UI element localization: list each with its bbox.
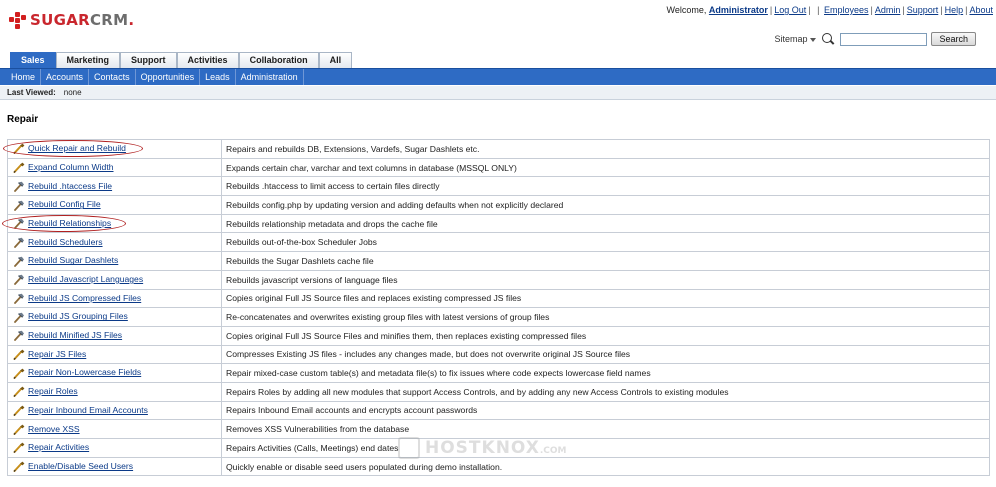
repair-option-cell — [8, 196, 222, 215]
sugarcrm-cube-icon — [9, 10, 29, 30]
table-row — [8, 270, 990, 289]
current-user-link[interactable]: Administrator — [708, 5, 768, 15]
search-icon — [822, 33, 832, 43]
table-row — [8, 345, 990, 364]
repair-option-link[interactable]: Rebuild Javascript Languages — [28, 274, 144, 285]
repair-option-link[interactable]: Rebuild .htaccess File — [28, 180, 113, 191]
repair-option-link[interactable]: Rebuild JS Grouping Files — [28, 311, 128, 322]
about-link[interactable]: About — [969, 5, 993, 15]
repair-option-description: Rebuilds javascript versions of language files — [222, 270, 990, 289]
logout-link[interactable]: Log Out — [774, 5, 807, 15]
subnav-leads[interactable]: Leads — [200, 69, 236, 85]
table-row — [8, 289, 990, 308]
wrench-icon — [13, 405, 25, 416]
table-row — [8, 401, 990, 420]
tab-support[interactable]: Support — [120, 52, 177, 68]
wrench-icon — [13, 143, 25, 154]
hammer-icon — [13, 274, 25, 285]
repair-option-link[interactable]: Rebuild Schedulers — [28, 236, 103, 247]
table-row — [8, 233, 990, 252]
wrench-icon — [13, 349, 25, 360]
repair-option-cell — [8, 439, 222, 458]
wrench-icon — [13, 386, 25, 397]
repair-option-description: Rebuilds config.php by updating version and adding defaults when not explicitly declared — [222, 196, 990, 215]
repair-option-cell — [8, 420, 222, 439]
repair-option-description: Repairs Roles by adding all new modules that support Access Controls, and by adding any new Access Controls to existing modules — [222, 382, 990, 401]
repair-option-cell — [8, 177, 222, 196]
help-link[interactable]: Help — [944, 5, 964, 15]
repair-option-cell — [8, 364, 222, 383]
table-row — [8, 457, 990, 476]
repair-option-cell — [8, 270, 222, 289]
repair-option-link[interactable]: Rebuild Sugar Dashlets — [28, 255, 119, 266]
repair-option-cell — [8, 345, 222, 364]
hammer-icon — [13, 181, 25, 192]
repair-option-description: Expands certain char, varchar and text columns in database (MSSQL ONLY) — [222, 158, 990, 177]
repair-option-description: Copies original Full JS Source files and replaces existing compressed JS files — [222, 289, 990, 308]
hammer-icon — [13, 256, 25, 267]
wrench-icon — [13, 424, 25, 435]
repair-option-description: Rebuilds the Sugar Dashlets cache file — [222, 252, 990, 271]
wrench-icon — [13, 368, 25, 379]
repair-option-cell — [8, 326, 222, 345]
subnav-administration[interactable]: Administration — [236, 69, 304, 85]
table-row — [8, 382, 990, 401]
sugarcrm-logo[interactable] — [9, 9, 134, 31]
admin-link[interactable]: Admin — [874, 5, 901, 15]
repair-option-description: Compresses Existing JS files - includes any changes made, but does not overwrite original JS Source files — [222, 345, 990, 364]
search-input[interactable] — [840, 33, 927, 46]
employees-link[interactable]: Employees — [824, 5, 869, 15]
repair-option-description: Repair mixed-case custom table(s) and metadata file(s) to fix issues where code expects lowercase field names — [222, 364, 990, 383]
repair-option-link[interactable]: Expand Column Width — [28, 161, 114, 172]
page-title: Repair — [7, 114, 39, 125]
last-viewed-value: none — [63, 88, 82, 97]
table-row — [8, 177, 990, 196]
last-viewed-bar — [0, 86, 996, 100]
sitemap-dropdown[interactable]: Sitemap — [774, 34, 816, 44]
wrench-icon — [13, 162, 25, 173]
welcome-text: Welcome, — [666, 5, 707, 15]
repair-option-description: Re-concatenates and overwrites existing group files with latest versions of group files — [222, 308, 990, 327]
table-row — [8, 140, 990, 159]
repair-option-cell — [8, 214, 222, 233]
repair-option-cell — [8, 401, 222, 420]
search-button[interactable]: Search — [931, 32, 976, 46]
subnav-home[interactable]: Home — [6, 69, 41, 85]
tab-activities[interactable]: Activities — [177, 52, 239, 68]
repair-option-link[interactable]: Repair JS Files — [28, 348, 87, 359]
table-row — [8, 214, 990, 233]
repair-option-description: Repairs and rebuilds DB, Extensions, Vardefs, Sugar Dashlets etc. — [222, 140, 990, 159]
repair-option-cell — [8, 233, 222, 252]
support-link[interactable]: Support — [906, 5, 939, 15]
table-row — [8, 252, 990, 271]
repair-option-cell — [8, 457, 222, 476]
subnav-contacts[interactable]: Contacts — [89, 69, 136, 85]
tab-marketing[interactable]: Marketing — [56, 52, 121, 68]
repair-option-description: Quickly enable or disable seed users populated during demo installation. — [222, 457, 990, 476]
repair-option-link[interactable]: Rebuild Minified JS Files — [28, 330, 123, 341]
table-row — [8, 158, 990, 177]
repair-option-link[interactable]: Repair Activities — [28, 442, 90, 453]
hammer-icon — [13, 200, 25, 211]
repair-option-cell — [8, 308, 222, 327]
repair-option-description: Removes XSS Vulnerabilities from the database — [222, 420, 990, 439]
hammer-icon — [13, 330, 25, 341]
repair-options-table — [7, 139, 990, 476]
tab-collaboration[interactable]: Collaboration — [239, 52, 319, 68]
search-bar — [774, 32, 976, 46]
wrench-icon — [13, 442, 25, 453]
table-row — [8, 364, 990, 383]
table-row — [8, 439, 990, 458]
sub-navigation — [0, 68, 996, 85]
table-row — [8, 308, 990, 327]
repair-option-link[interactable]: Remove XSS — [28, 423, 80, 434]
table-row — [8, 420, 990, 439]
table-row — [8, 326, 990, 345]
last-viewed-label: Last Viewed: — [7, 88, 56, 97]
repair-option-description: Rebuilds out-of-the-box Scheduler Jobs — [222, 233, 990, 252]
repair-option-link[interactable]: Quick Repair and Rebuild — [28, 143, 126, 154]
repair-option-description: Repairs Inbound Email accounts and encrypts account passwords — [222, 401, 990, 420]
wrench-icon — [13, 461, 25, 472]
chevron-down-icon — [810, 38, 816, 42]
subnav-accounts[interactable]: Accounts — [41, 69, 89, 85]
repair-option-cell — [8, 252, 222, 271]
repair-option-description: Repairs Activities (Calls, Meetings) end dates — [222, 439, 990, 458]
repair-option-link[interactable]: Enable/Disable Seed Users — [28, 460, 134, 471]
repair-option-link[interactable]: Rebuild Relationships — [28, 217, 112, 228]
repair-option-cell — [8, 140, 222, 159]
global-links: Welcome, Administrator | Log Out | | Employees | Admin | Support | Help | About — [666, 5, 993, 15]
repair-option-cell — [8, 382, 222, 401]
repair-option-link[interactable]: Rebuild Config File — [28, 199, 101, 210]
repair-option-link[interactable]: Rebuild JS Compressed Files — [28, 292, 142, 303]
tab-sales[interactable]: Sales — [10, 52, 56, 68]
hammer-icon — [13, 312, 25, 323]
table-row — [8, 196, 990, 215]
repair-option-link[interactable]: Repair Inbound Email Accounts — [28, 404, 148, 415]
module-tabs — [10, 52, 352, 68]
hammer-icon — [13, 237, 25, 248]
logo-text: SUGARCRM. — [30, 11, 135, 29]
repair-option-cell — [8, 158, 222, 177]
tab-all[interactable]: All — [319, 52, 353, 68]
hammer-icon — [13, 293, 25, 304]
repair-option-link[interactable]: Repair Non-Lowercase Fields — [28, 367, 142, 378]
hostknox-watermark: HOSTKNOX.COM — [398, 437, 567, 459]
hammer-icon — [13, 218, 25, 229]
repair-option-cell — [8, 289, 222, 308]
repair-option-description: Rebuilds .htaccess to limit access to certain files directly — [222, 177, 990, 196]
repair-option-description: Copies original Full JS Source Files and minifies them, then replaces existing compressed files — [222, 326, 990, 345]
subnav-opportunities[interactable]: Opportunities — [136, 69, 201, 85]
repair-option-description: Rebuilds relationship metadata and drops the cache file — [222, 214, 990, 233]
repair-option-link[interactable]: Repair Roles — [28, 386, 78, 397]
